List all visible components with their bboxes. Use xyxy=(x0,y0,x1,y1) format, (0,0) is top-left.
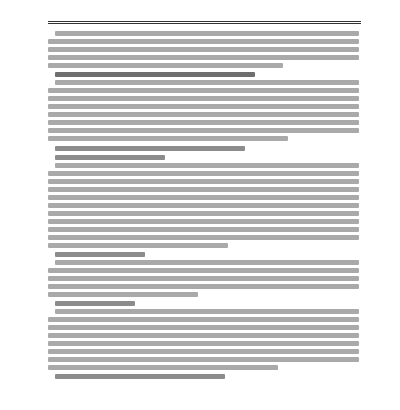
text-line xyxy=(48,243,228,248)
text-line xyxy=(48,276,359,281)
text-line xyxy=(48,136,288,141)
text-line xyxy=(48,365,278,370)
bullet-heading xyxy=(55,301,135,306)
text-line xyxy=(48,171,359,176)
text-line xyxy=(48,203,359,208)
text-line xyxy=(48,104,359,109)
text-line xyxy=(48,349,359,354)
text-line xyxy=(48,211,359,216)
text-line xyxy=(55,80,359,85)
text-line xyxy=(48,96,359,101)
text-line xyxy=(48,325,359,330)
subsection-heading xyxy=(55,146,245,151)
header-rule-bottom xyxy=(48,23,361,24)
text-line xyxy=(48,112,359,117)
text-line xyxy=(48,317,359,322)
text-line xyxy=(48,219,359,224)
text-line xyxy=(48,88,359,93)
bullet-heading xyxy=(55,155,165,160)
text-line xyxy=(55,31,359,36)
text-line xyxy=(55,260,359,265)
text-line xyxy=(48,235,359,240)
text-line xyxy=(48,55,359,60)
text-line xyxy=(48,39,359,44)
bullet-heading xyxy=(55,252,145,257)
text-line xyxy=(48,187,359,192)
text-line xyxy=(48,47,359,52)
text-line xyxy=(48,195,359,200)
text-line xyxy=(55,163,359,168)
text-line xyxy=(48,227,359,232)
section-heading xyxy=(55,72,255,77)
text-line xyxy=(48,333,359,338)
text-line xyxy=(48,179,359,184)
text-line xyxy=(48,284,359,289)
text-line xyxy=(48,63,283,68)
subsection-heading xyxy=(55,374,225,379)
text-line xyxy=(48,292,198,297)
text-line xyxy=(48,268,359,273)
text-line xyxy=(48,128,359,133)
text-line xyxy=(48,120,359,125)
header-rule-top xyxy=(48,21,361,22)
text-line xyxy=(55,309,359,314)
text-line xyxy=(48,357,359,362)
text-line xyxy=(48,341,359,346)
